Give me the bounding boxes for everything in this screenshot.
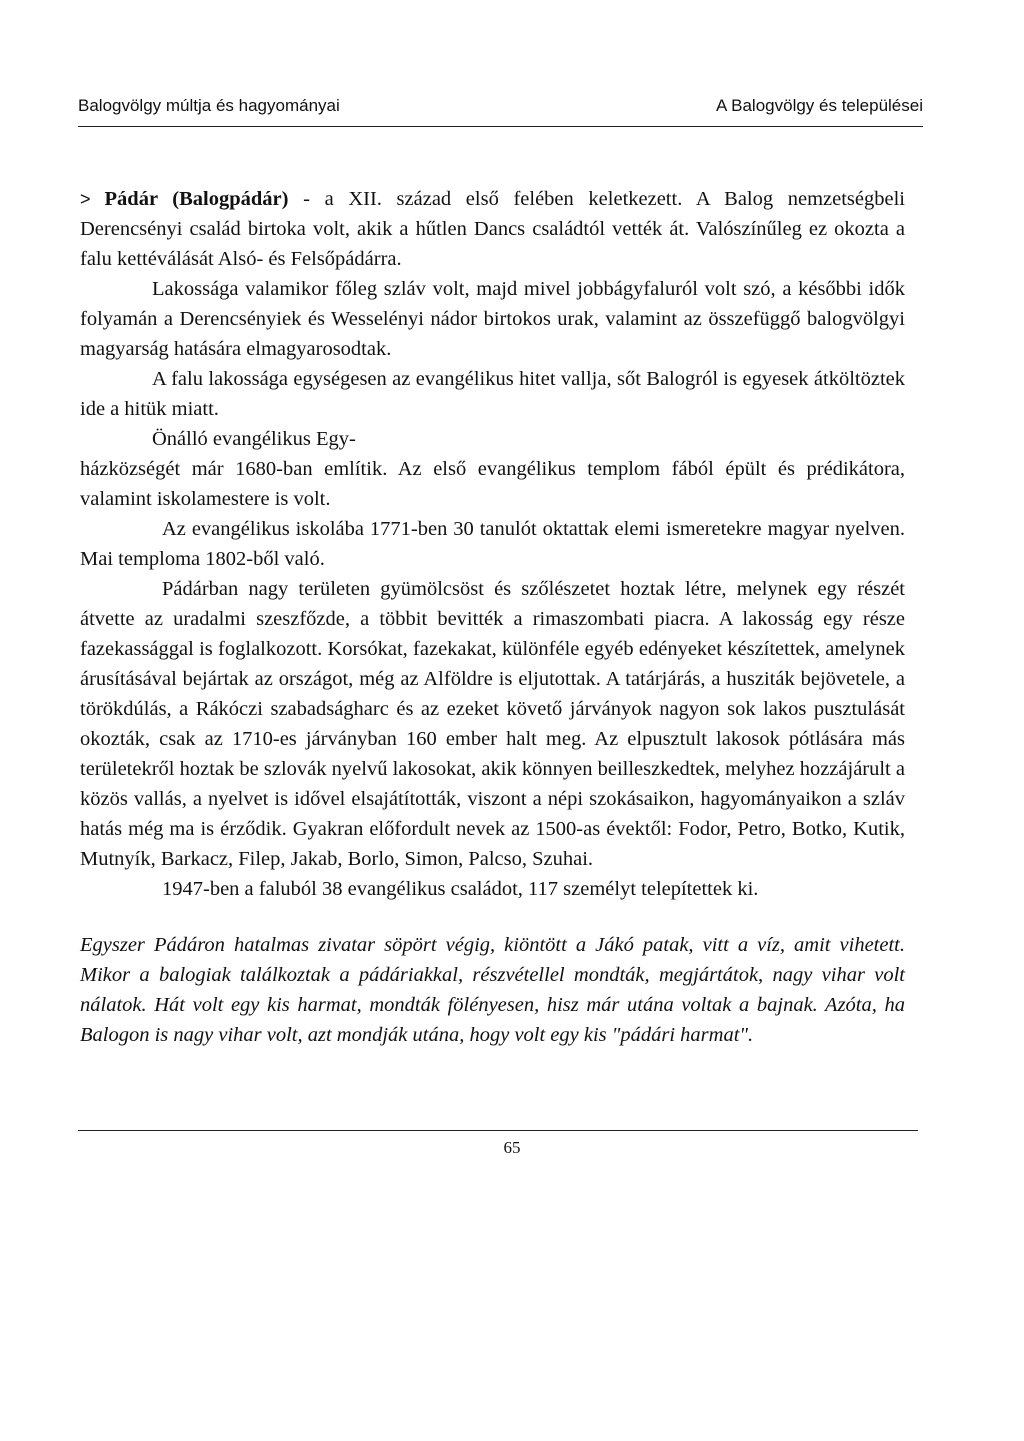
church-paragraph-start: Önálló evangélikus Egy- [152, 428, 356, 450]
religion-paragraph: A falu lakossága egységesen az evangélikus hitet vallja, sőt Balogról is egyesek átköltöztek ide a hitük miatt. [80, 368, 905, 420]
anecdote-text: Egyszer Pádáron hatalmas zivatar söpört végig, kiöntött a Jákó patak, vitt a víz, amit vihetett. Mikor a balogiak találkoztak a pádáriakkal, részvétellel mondták, megjártátok, nagy vihar volt nálatok. Hát volt egy kis harmat, mondták fölényesen, hisz már utána voltak a bajnak. Azóta, ha Balogon is nagy vihar volt, azt mondják utána, hogy volt egy kis "pádári harmat". [80, 934, 905, 1046]
village-heading: Pádár (Balogpádár) [104, 188, 289, 210]
anecdote [80, 930, 905, 1050]
population-paragraph: Lakossága valamikor főleg szláv volt, majd mivel jobbágyfaluról volt szó, a későbbi idők folyamán a Derencsényiek és Wesselényi nádor birtokos urak, valamint az összefüggő balogvölgyi magyarság hatására elmagyarosodtak. [80, 278, 905, 360]
header-chapter-title: A Balogvölgy és települései [716, 96, 923, 115]
resettlement-paragraph: 1947-ben a faluból 38 evangélikus családot, 117 személyt telepítettek ki. [162, 878, 759, 900]
school-paragraph: Az evangélikus iskolába 1771-ben 30 tanulót oktattak elemi ismeretekre magyar nyelven. Mai temploma 1802-ből való. [80, 518, 905, 570]
page-number: 65 [503, 1138, 521, 1157]
footer-rule [78, 1130, 918, 1131]
bullet-arrow-icon: > [80, 189, 91, 209]
main-text [80, 184, 905, 904]
church-paragraph: házközségét már 1680-ban említik. Az első evangélikus templom fából épült és prédikátora, valamint iskolamestere is volt. [80, 458, 905, 510]
header-book-title: Balogvölgy múltja és hagyományai [78, 96, 340, 115]
intro-text: - a XII. század első felében keletkezett. A Balog nemzetségbeli Derencsényi család birtoka volt, akik a hűtlen Dancs családtól vették át. Valószínűleg ez okozta a falu kettéválását Alsó- és Felsőpádárra. [80, 188, 906, 270]
header-rule [78, 126, 923, 127]
history-paragraph: Pádárban nagy területen gyümölcsöst és szőlészetet hoztak létre, melynek egy részét átvette az uradalmi szeszfőzde, a többit bevitték a rimaszombati piacra. A lakosság egy része fazekassággal is foglalkozott. Korsókat, fazekakat, különféle egyéb edényeket készítettek, amelynek árusításával bejártak az országot, még az Alföldre is eljutottak. A tatárjárás, a husziták bejövetele, a törökdúlás, a Rákóczi szabadságharc és az ezeket követő járványok nagyon sok lakos pusztulását okozták, csak az 1710-es járványban 160 ember halt meg. Az elpusztult lakosok pótlására más területekről hoztak be szlovák nyelvű lakosokat, akik könnyen beilleszkedtek, melyhez hozzájárult a közös vallás, a nyelvet is idővel elsajátították, viszont a népi szokásaikon, hagyományaikon a szláv hatás még ma is érződik. Gyakran előfordult nevek az 1500-as évektől: Fodor, Petro, Botko, Kutik, Mutnyík, Barkacz, Filep, Jakab, Borlo, Simon, Palcso, Szuhai. [80, 578, 905, 870]
intro-paragraph [80, 184, 905, 274]
